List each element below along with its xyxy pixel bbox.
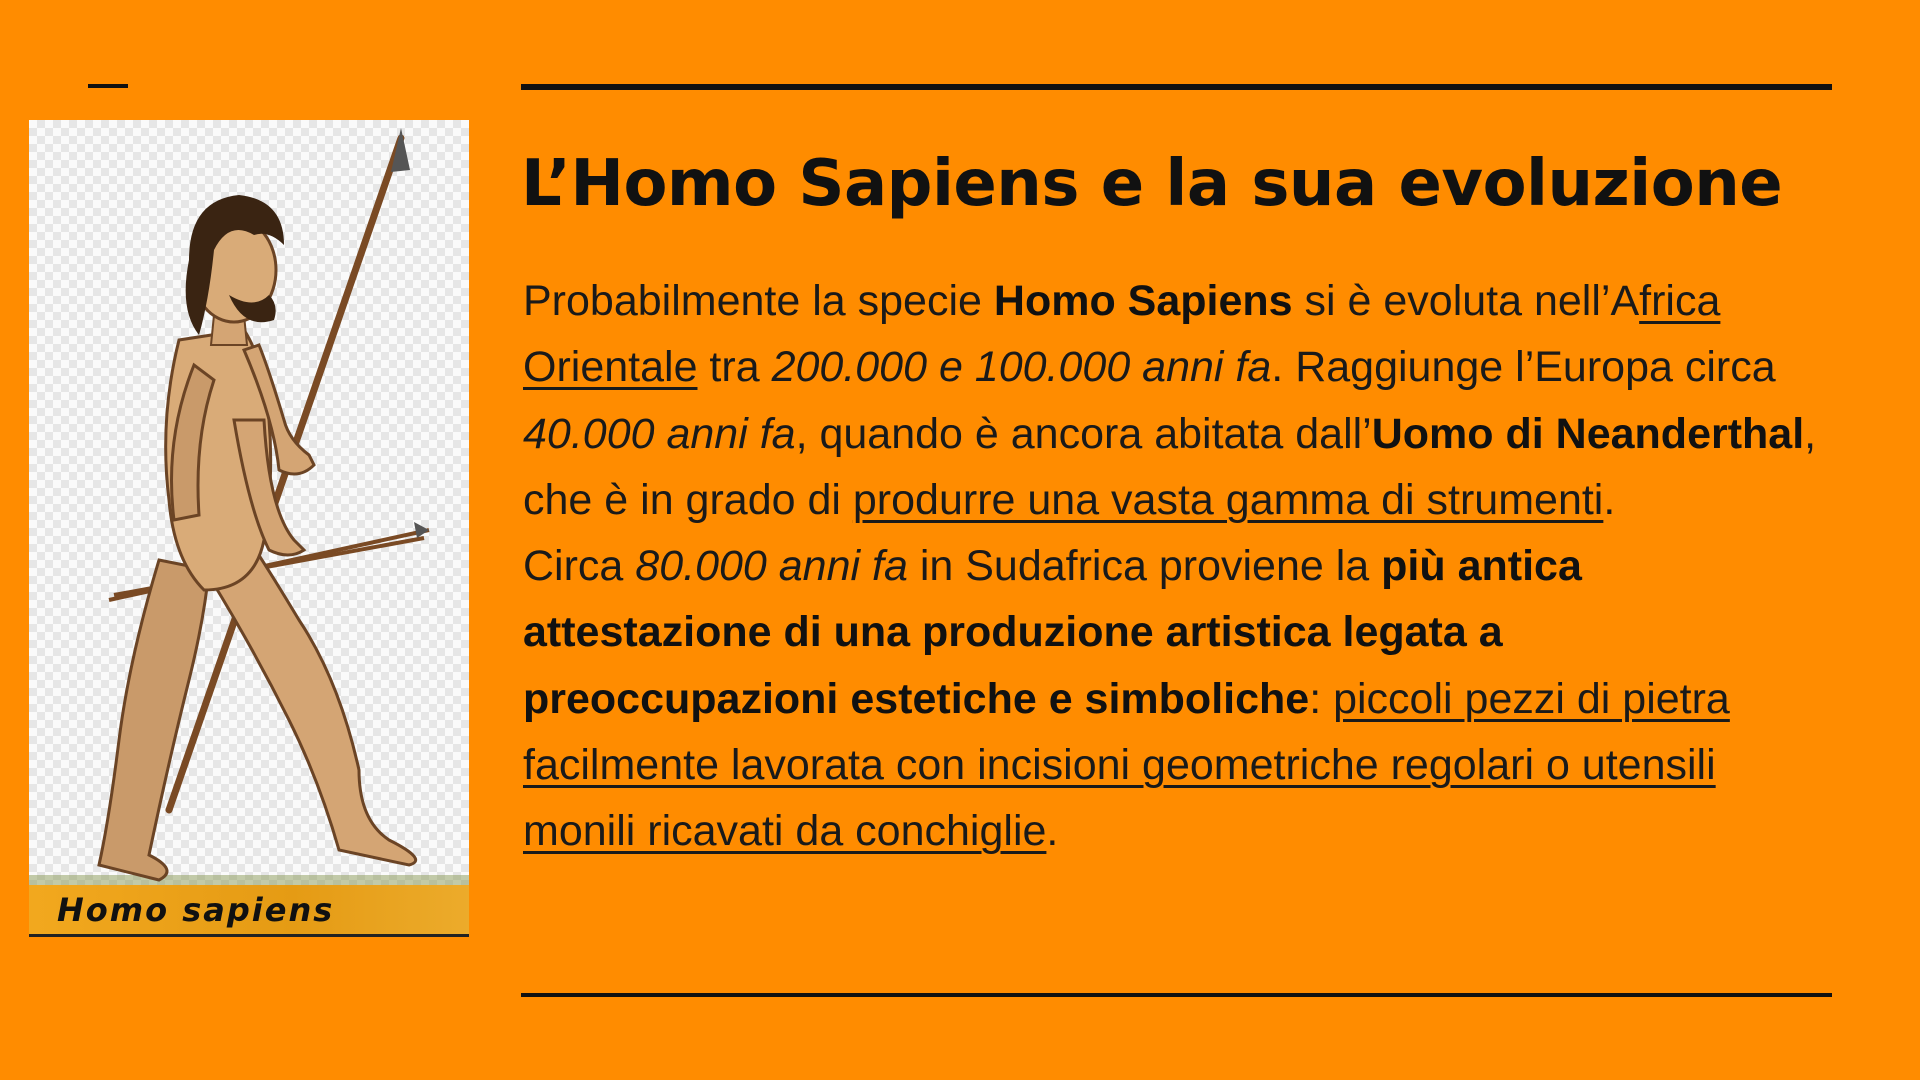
slide-body <box>523 268 1823 865</box>
bold-artistic-production: più antica attestazione di una produzione artistica legata a preoccupazioni estetiche e simboliche <box>523 542 1582 723</box>
image-caption: Homo sapiens <box>57 891 335 929</box>
bold-homo-sapiens: Homo Sapiens <box>993 277 1293 325</box>
underlined-africa-orientale: frica Orientale <box>523 277 1721 392</box>
top-divider <box>521 84 1832 90</box>
walking-man-drawing <box>29 120 469 937</box>
text-run: : <box>1309 674 1334 723</box>
italic-date-range: 200.000 e 100.000 anni fa <box>771 343 1272 392</box>
text-run: Circa <box>523 542 636 591</box>
homo-sapiens-illustration <box>29 120 469 937</box>
text-run: in Sudafrica proviene la <box>907 542 1382 591</box>
underlined-stone-pieces: piccoli pezzi di pietra facilmente lavorata con incisioni geometriche regolari o utensili monili ricavati da conchiglie <box>523 674 1730 856</box>
text-run: . <box>1046 807 1059 856</box>
decorative-dash <box>88 84 128 88</box>
bold-neanderthal: Uomo di Neanderthal <box>1371 409 1805 458</box>
italic-date: 40.000 anni fa <box>523 409 796 458</box>
underlined-strumenti: produrre una vasta gamma di strumenti <box>852 475 1604 524</box>
paragraph-2 <box>523 533 1823 864</box>
text-run: . Raggiunge l’Europa circa <box>1271 343 1776 392</box>
bottom-divider <box>521 993 1832 997</box>
slide-title: L’Homo Sapiens e la sua evoluzione <box>521 147 1783 221</box>
text-run: . <box>1603 475 1616 524</box>
text-run: , che è in grado di <box>523 409 1817 524</box>
text-run: si è evoluta nell’A <box>1292 277 1640 325</box>
italic-date: 80.000 anni fa <box>635 542 908 591</box>
paragraph-1 <box>523 268 1823 533</box>
text-run: tra <box>697 343 772 392</box>
text-run: Probabilmente la specie <box>523 277 994 325</box>
caption-band <box>29 885 469 937</box>
text-run: , quando è ancora abitata dall’ <box>795 409 1372 458</box>
